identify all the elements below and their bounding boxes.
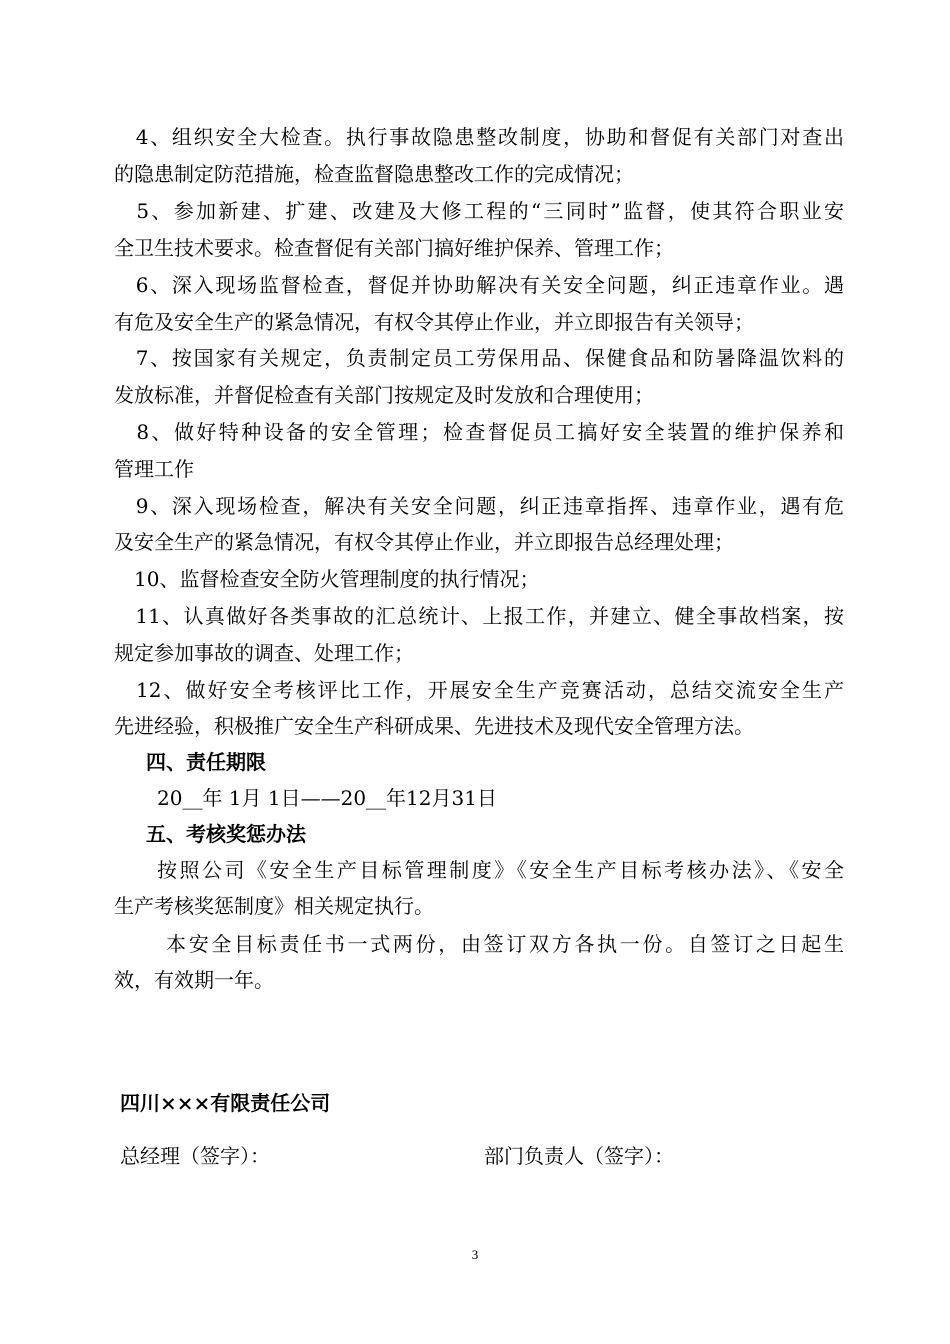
clause-9-line-2: 及安全生产的紧急情况，有权令其停止作业，并立即报告总经理处理； bbox=[114, 530, 734, 554]
clause-12-line-1: 12、做好安全考核评比工作，开展安全生产竞赛活动，总结交流安全生产 bbox=[114, 678, 844, 702]
department-head-signature-label: 部门负责人（签字）： bbox=[484, 1144, 674, 1168]
general-manager-signature-label: 总经理（签字）： bbox=[120, 1144, 270, 1168]
clause-6-line-2: 有危及安全生产的紧急情况，有权令其停止作业，并立即报告有关领导； bbox=[114, 310, 754, 334]
clause-10-line-1: 10、监督检查安全防火管理制度的执行情况； bbox=[114, 567, 540, 591]
page-number: 3 bbox=[471, 1247, 479, 1262]
validity-para-line-2: 效，有效期一年。 bbox=[114, 968, 274, 992]
clause-9-line-1: 9、深入现场检查，解决有关安全问题，纠正违章指挥、违章作业，遇有危 bbox=[114, 494, 844, 518]
clause-4-line-2: 的隐患制定防范措施，检查监督隐患整改工作的完成情况； bbox=[114, 162, 634, 186]
clause-8-line-2: 管理工作 bbox=[114, 457, 194, 481]
clause-12-line-2: 先进经验，积极推广安全生产科研成果、先进技术及现代安全管理方法。 bbox=[114, 714, 754, 738]
clause-8-line-1: 8、做好特种设备的安全管理；检查督促员工搞好安全装置的维护保养和 bbox=[114, 420, 844, 444]
clause-11-line-1: 11、认真做好各类事故的汇总统计、上报工作，并建立、健全事故档案，按 bbox=[114, 604, 844, 628]
assessment-para-line-1: 按照公司《安全生产目标管理制度》《安全生产目标考核办法》、《安全 bbox=[157, 858, 844, 882]
section-5-heading: 五、考核奖惩办法 bbox=[146, 822, 306, 846]
clause-5-line-2: 全卫生技术要求。检查督促有关部门搞好维护保养、管理工作； bbox=[114, 236, 674, 260]
section-4-heading: 四、责任期限 bbox=[146, 750, 266, 774]
clause-6-line-1: 6、深入现场监督检查，督促并协助解决有关安全问题，纠正违章作业。遇 bbox=[114, 273, 844, 297]
clause-5-line-1: 5、参加新建、扩建、改建及大修工程的“三同时”监督，使其符合职业安 bbox=[114, 199, 844, 223]
clause-7-line-1: 7、按国家有关规定，负责制定员工劳保用品、保健食品和防暑降温饮料的 bbox=[114, 346, 844, 370]
validity-para-line-1: 本安全目标责任书一式两份，由签订双方各执一份。自签订之日起生 bbox=[166, 932, 844, 956]
clause-11-line-2: 规定参加事故的调查、处理工作； bbox=[114, 641, 414, 665]
clause-7-line-2: 发放标准，并督促检查有关部门按规定及时发放和合理使用； bbox=[114, 383, 654, 407]
responsibility-period: 20__年 1月 1日——20__年12月31日 bbox=[157, 786, 497, 810]
assessment-para-line-2: 生产考核奖惩制度》相关规定执行。 bbox=[114, 894, 434, 918]
clause-4-line-1: 4、组织安全大检查。执行事故隐患整改制度，协助和督促有关部门对查出 bbox=[114, 125, 844, 149]
company-name: 四川×××有限责任公司 bbox=[120, 1091, 331, 1115]
